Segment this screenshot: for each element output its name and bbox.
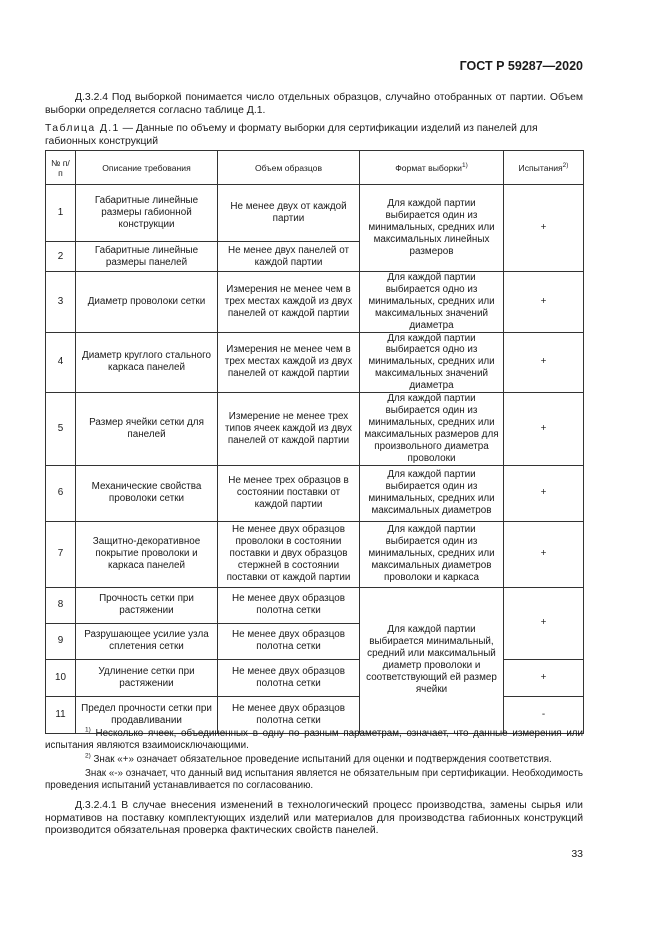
row-format: Для каждой партии выбирается один из минимальных, средних или максимальных диаметров xyxy=(360,465,504,521)
row-num: 10 xyxy=(46,659,76,696)
page-number: 33 xyxy=(571,848,583,860)
row-test: + xyxy=(504,659,584,696)
table-row xyxy=(46,393,584,465)
table-row xyxy=(46,332,584,393)
row-num: 6 xyxy=(46,465,76,521)
row-volume: Не менее двух образцов полотна сетки xyxy=(218,587,360,623)
note-3-text: Знак «-» означает, что данный вид испытания является не обязательным при сертификации. Необходимость проведения испытаний устанавливается по согласованию. xyxy=(45,767,583,791)
document-code: ГОСТ Р 59287—2020 xyxy=(459,59,583,73)
row-test: + xyxy=(504,465,584,521)
header-num: № п/п xyxy=(46,151,76,185)
table-row xyxy=(46,272,584,333)
row-volume: Не менее двух образцов полотна сетки xyxy=(218,623,360,659)
sample-table xyxy=(45,150,584,734)
row-num: 3 xyxy=(46,272,76,333)
note-2-marker: 2) xyxy=(85,752,91,760)
header-format-label: Формат выборки xyxy=(395,162,462,173)
row-num: 7 xyxy=(46,521,76,587)
header-tests xyxy=(504,151,584,185)
row-volume: Не менее двух от каждой партии xyxy=(218,185,360,242)
row-volume: Не менее двух образцов полотна сетки xyxy=(218,696,360,733)
row-format: Для каждой партии выбирается один из минимальных, средних или максимальных диаметров проволоки и каркаса xyxy=(360,521,504,587)
table-row xyxy=(46,587,584,623)
row-volume: Измерение не менее трех типов ячеек каждой из двух панелей от каждой партии xyxy=(218,393,360,465)
note-2-text: Знак «+» означает обязательное проведение испытаний для оценки и подтверждения соответствия. xyxy=(90,753,552,765)
row-test: - xyxy=(504,696,584,733)
row-format: Для каждой партии выбирается один из минимальных, средних или максимальных размеров для произвольного диаметра проволоки xyxy=(360,393,504,465)
row-num: 9 xyxy=(46,623,76,659)
header-tests-label: Испытания xyxy=(518,162,563,173)
row-volume: Измерения не менее чем в трех местах каждой из двух панелей от каждой партии xyxy=(218,332,360,393)
row-test: + xyxy=(504,521,584,587)
intro-paragraph: Д.3.2.4 Под выборкой понимается число отдельных образцов, случайно отобранных от партии. Объем выборки определяется согласно таблице Д.1. xyxy=(45,92,583,116)
row-num: 1 xyxy=(46,185,76,242)
row-description: Габаритные линейные размеры габионной конструкции xyxy=(76,185,218,242)
row-description: Диаметр круглого стального каркаса панелей xyxy=(76,332,218,393)
table-row xyxy=(46,185,584,242)
header-tests-footnote: 2) xyxy=(562,161,569,169)
header-format-footnote: 1) xyxy=(461,161,468,169)
table-row xyxy=(46,521,584,587)
row-volume: Не менее двух образцов полотна сетки xyxy=(218,659,360,696)
row-volume: Не менее двух панелей от каждой партии xyxy=(218,242,360,272)
row-volume: Не менее двух образцов проволоки в состоянии поставки и двух образцов стержней в состоянии поставки от каждой партии xyxy=(218,521,360,587)
row-test: + xyxy=(504,393,584,465)
table-caption xyxy=(45,123,583,148)
note-1-text: Несколько ячеек, объединенных в одну по разным параметрам, означает, что данные измерения или испытания являются взаимоисключающими. xyxy=(45,728,583,751)
row-description: Предел прочности сетки при продавливании xyxy=(76,696,218,733)
row-format: Для каждой партии выбирается одно из минимальных, средних или максимальных значений диаметра xyxy=(360,272,504,333)
row-num: 8 xyxy=(46,587,76,623)
row-volume: Измерения не менее чем в трех местах каждой из двух панелей от каждой партии xyxy=(218,272,360,333)
table-row xyxy=(46,659,584,696)
row-num: 11 xyxy=(46,696,76,733)
row-format-merged: Для каждой партии выбирается минимальный, средний или максимальный диаметр проволоки и соответствующий ей размер ячейки xyxy=(360,587,504,733)
closing-paragraph: Д.3.2.4.1 В случае внесения изменений в технологический процесс производства, замены сырья или нормативов на поставку комплектующих изделий или материалов для производства габионных конструкций производится обязательная проверка фактических свойств панелей. xyxy=(45,800,583,837)
row-description: Механические свойства проволоки сетки xyxy=(76,465,218,521)
table-caption-label: Таблица Д.1 xyxy=(45,123,120,134)
row-description: Размер ячейки сетки для панелей xyxy=(76,393,218,465)
row-volume: Не менее трех образцов в состоянии поставки от каждой партии xyxy=(218,465,360,521)
header-description: Описание требования xyxy=(76,151,218,185)
row-description: Диаметр проволоки сетки xyxy=(76,272,218,333)
row-description: Габаритные линейные размеры панелей xyxy=(76,242,218,272)
row-num: 2 xyxy=(46,242,76,272)
row-test: + xyxy=(504,332,584,393)
row-format-merged: Для каждой партии выбирается один из минимальных, средних или максимальных линейных размеров xyxy=(360,185,504,272)
row-num: 5 xyxy=(46,393,76,465)
row-test-merged: + xyxy=(504,185,584,272)
row-description: Разрушающее усилие узла сплетения сетки xyxy=(76,623,218,659)
table-row xyxy=(46,465,584,521)
note-1 xyxy=(45,728,583,752)
row-description: Защитно-декоративное покрытие проволоки и каркаса панелей xyxy=(76,521,218,587)
row-description: Удлинение сетки при растяжении xyxy=(76,659,218,696)
row-description: Прочность сетки при растяжении xyxy=(76,587,218,623)
note-3 xyxy=(45,768,583,792)
table-caption-text: — Данные по объему и формату выборки для сертификации изделий из панелей для габионных конструкций xyxy=(45,123,538,147)
header-volume: Объем образцов xyxy=(218,151,360,185)
note-1-marker: 1) xyxy=(85,726,91,734)
row-num: 4 xyxy=(46,332,76,393)
header-format xyxy=(360,151,504,185)
row-test-merged: + xyxy=(504,587,584,659)
table-notes xyxy=(45,728,583,794)
note-2 xyxy=(45,754,583,766)
row-format: Для каждой партии выбирается одно из минимальных, средних или максимальных значений диаметра xyxy=(360,332,504,393)
row-test: + xyxy=(504,272,584,333)
